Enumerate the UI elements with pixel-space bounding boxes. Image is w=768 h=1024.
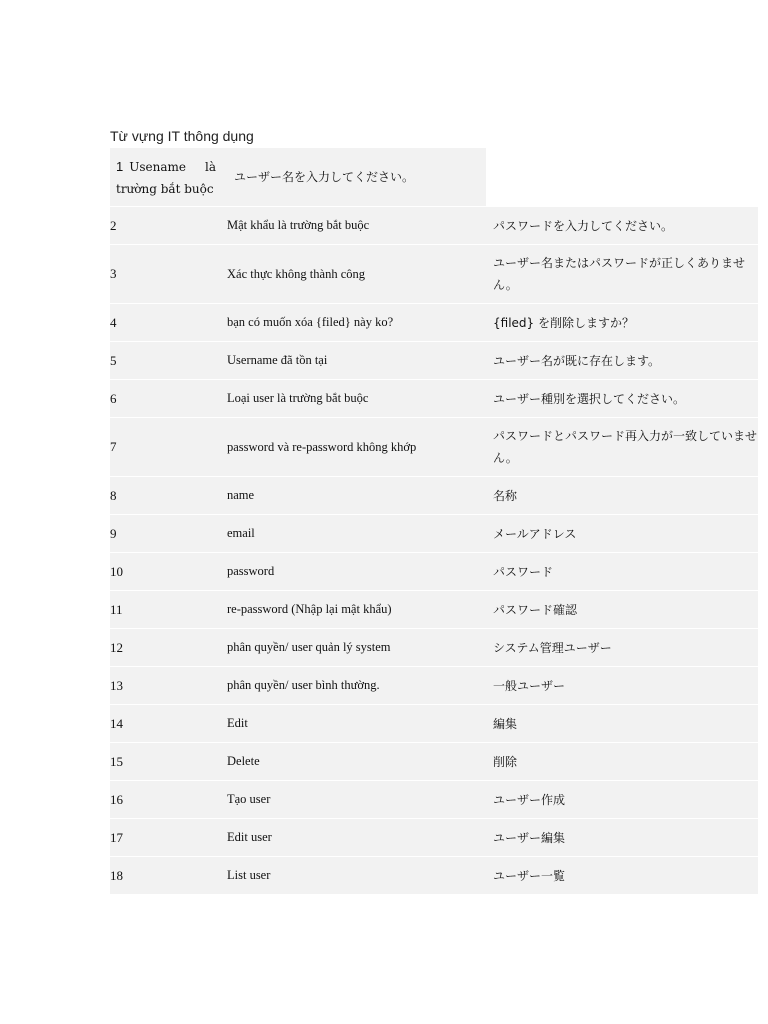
row-vietnamese-text: password và re-password không khớp: [227, 439, 417, 454]
row-number: 11: [110, 601, 123, 617]
table-row: [110, 418, 758, 477]
row-japanese-text: パスワードとパスワード再入力が一致していません。: [493, 429, 758, 465]
row-number: 2: [110, 217, 117, 233]
row-number: 18: [110, 867, 123, 883]
row-vietnamese-text: bạn có muốn xóa {filed} này ko?: [227, 315, 394, 329]
table-row: [110, 207, 758, 245]
row-number: 5: [110, 352, 117, 368]
row-vietnamese-text: Loại user là trường bắt buộc: [227, 391, 369, 405]
row-japanese-text: パスワードを入力してください。: [493, 218, 674, 233]
table-row: [110, 515, 758, 553]
row-number: 13: [110, 677, 123, 693]
vocab-table: [110, 207, 758, 895]
table-row: [110, 553, 758, 591]
row-number: 17: [110, 829, 123, 845]
row-number: 10: [110, 563, 123, 579]
table-row: [110, 148, 486, 206]
row-japanese-text: システム管理ユーザー: [493, 640, 612, 655]
row-number: 14: [110, 715, 123, 731]
table-row: [110, 477, 758, 515]
row-vietnamese-text: Usename là trường bắt buộc: [116, 160, 216, 196]
row-japanese-text: 編集: [493, 716, 518, 731]
table-row: [110, 743, 758, 781]
row-vietnamese-text: Edit user: [227, 830, 272, 844]
table-row: [110, 304, 758, 342]
table-row: [110, 819, 758, 857]
row-japanese-text: ユーザー編集: [493, 830, 566, 845]
row-number: 1: [116, 159, 124, 174]
table-row: [110, 245, 758, 304]
row-japanese-text: パスワード: [493, 564, 554, 579]
row-number: 6: [110, 390, 117, 406]
row-vietnamese-text: email: [227, 526, 255, 540]
row-japanese-text: パスワード確認: [493, 602, 578, 617]
row-vietnamese-text: password: [227, 564, 275, 578]
row-japanese-text: ユーザー種別を選択してください。: [493, 391, 686, 406]
table-row: [110, 781, 758, 819]
row-vietnamese-cell: [116, 156, 216, 200]
table-row: [110, 342, 758, 380]
row-vietnamese-text: Xác thực không thành công: [227, 266, 365, 281]
table-row: [110, 629, 758, 667]
row-vietnamese-text: re-password (Nhập lại mật khẩu): [227, 602, 392, 616]
row-vietnamese-text: phân quyền/ user bình thường.: [227, 678, 380, 692]
row-japanese-text: 名称: [493, 488, 518, 503]
row-vietnamese-text: Mật khẩu là trường bắt buộc: [227, 218, 370, 232]
page-title: Từ vựng IT thông dụng: [110, 128, 254, 144]
row-vietnamese-text: name: [227, 488, 255, 502]
table-row: [110, 380, 758, 418]
row-japanese-text: ユーザー一覧: [493, 868, 566, 883]
row-number: 12: [110, 639, 123, 655]
table-row: [110, 667, 758, 705]
row-vietnamese-text: List user: [227, 868, 271, 882]
row-number: 3: [110, 266, 117, 281]
row-japanese-text: 削除: [493, 754, 518, 769]
row-number: 9: [110, 525, 117, 541]
table-row: [110, 591, 758, 629]
row-japanese-text: ユーザー作成: [493, 792, 566, 807]
row-number: 15: [110, 753, 123, 769]
row-vietnamese-text: phân quyền/ user quản lý system: [227, 640, 391, 654]
row-vietnamese-text: Tạo user: [227, 792, 271, 806]
table-row: [110, 705, 758, 743]
row-japanese-text: メールアドレス: [493, 526, 577, 541]
row-japanese-text: ユーザー名が既に存在します。: [493, 353, 661, 368]
row-japanese-text: ユーザー名を入力してください。: [234, 170, 415, 184]
row-number: 8: [110, 487, 117, 503]
row-vietnamese-text: Edit: [227, 716, 248, 730]
row-number: 7: [110, 439, 117, 454]
row-japanese-text: ユーザー名またはパスワードが正しくありません。: [493, 256, 746, 292]
row-vietnamese-text: Username đã tồn tại: [227, 353, 328, 367]
row-japanese-text: 一般ユーザー: [493, 678, 566, 693]
row-number: 4: [110, 314, 117, 330]
row-vietnamese-text: Delete: [227, 754, 260, 768]
row-number: 16: [110, 791, 123, 807]
table-row: [110, 857, 758, 895]
row-japanese-text: {filed} を削除しますか？: [493, 315, 634, 330]
